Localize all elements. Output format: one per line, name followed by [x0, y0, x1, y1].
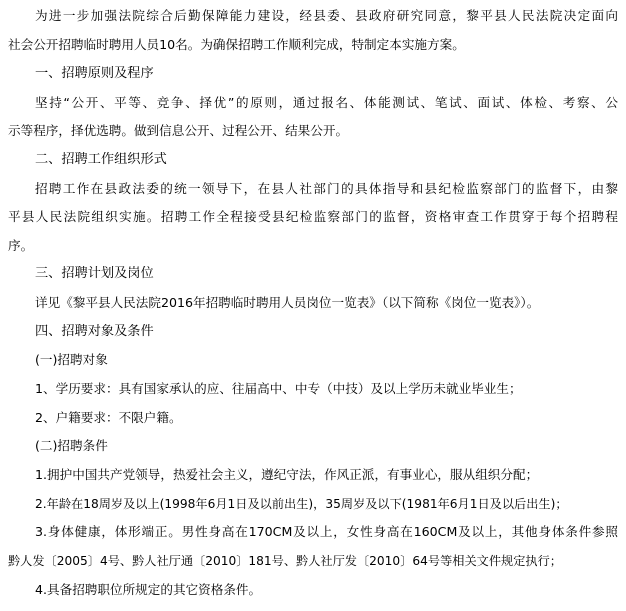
intro-line-1: 为进一步加强法院综合后勤保障能力建设，经县委、县政府研究同意，黎平县人民法院决定面向: [35, 8, 618, 23]
intro-line-2: 社会公开招聘临时聘用人员10名。为确保招聘工作顺利完成，特制定本实施方案。: [8, 37, 465, 52]
requirement-household: 2、户籍要求：不限户籍。: [35, 410, 182, 425]
condition-3-line-2: 黔人发〔2005〕4号、黔人社厅通〔2010〕181号、黔人社厅发〔2010〕64号等相关文件规定执行；: [8, 554, 562, 568]
requirement-education: 1、学历要求：具有国家承认的应、往届高中、中专（中技）及以上学历未就业毕业生；: [35, 381, 522, 396]
condition-1: 1.拥护中国共产党领导，热爱社会主义，遵纪守法，作风正派，有事业心，服从组织分配；: [35, 467, 539, 482]
condition-2: 2.年龄在18周岁及以上(1998年6月1日及以前出生)，35周岁及以下(1981年6月1日及以后出生)；: [35, 497, 568, 511]
section-2-line-2: 平县人民法院组织实施。招聘工作全程接受县纪检监察部门的监督，资格审查工作贯穿于每个招聘程: [8, 209, 618, 224]
section-heading-2: 二、招聘工作组织形式: [35, 152, 167, 167]
section-heading-1: 一、招聘原则及程序: [35, 66, 154, 81]
condition-3-line-1: 3.身体健康，体形端正。男性身高在170CM及以上，女性身高在160CM及以上，其他身体条件参照: [35, 524, 618, 539]
subsection-heading-2: (二)招聘条件: [35, 438, 108, 453]
section-heading-4: 四、招聘对象及条件: [35, 324, 154, 339]
section-heading-3: 三、招聘计划及岗位: [35, 266, 154, 281]
subsection-heading-1: (一)招聘对象: [35, 352, 108, 367]
section-2-line-3: 序。: [8, 238, 34, 253]
condition-4: 4.具备招聘职位所规定的其它资格条件。: [35, 582, 262, 597]
section-3-line-1: 详见《黎平县人民法院2016年招聘临时聘用人员岗位一览表》（以下简称《岗位一览表》）。: [35, 295, 540, 310]
section-2-line-1: 招聘工作在县政法委的统一领导下，在县人社部门的具体指导和县纪检监察部门的监督下，由黎: [35, 181, 618, 196]
section-1-line-2: 示等程序，择优选聘。做到信息公开、过程公开、结果公开。: [8, 123, 349, 138]
section-1-line-1: 坚持“公开、平等、竞争、择优”的原则，通过报名、体能测试、笔试、面试、体检、考察、公: [35, 95, 618, 110]
